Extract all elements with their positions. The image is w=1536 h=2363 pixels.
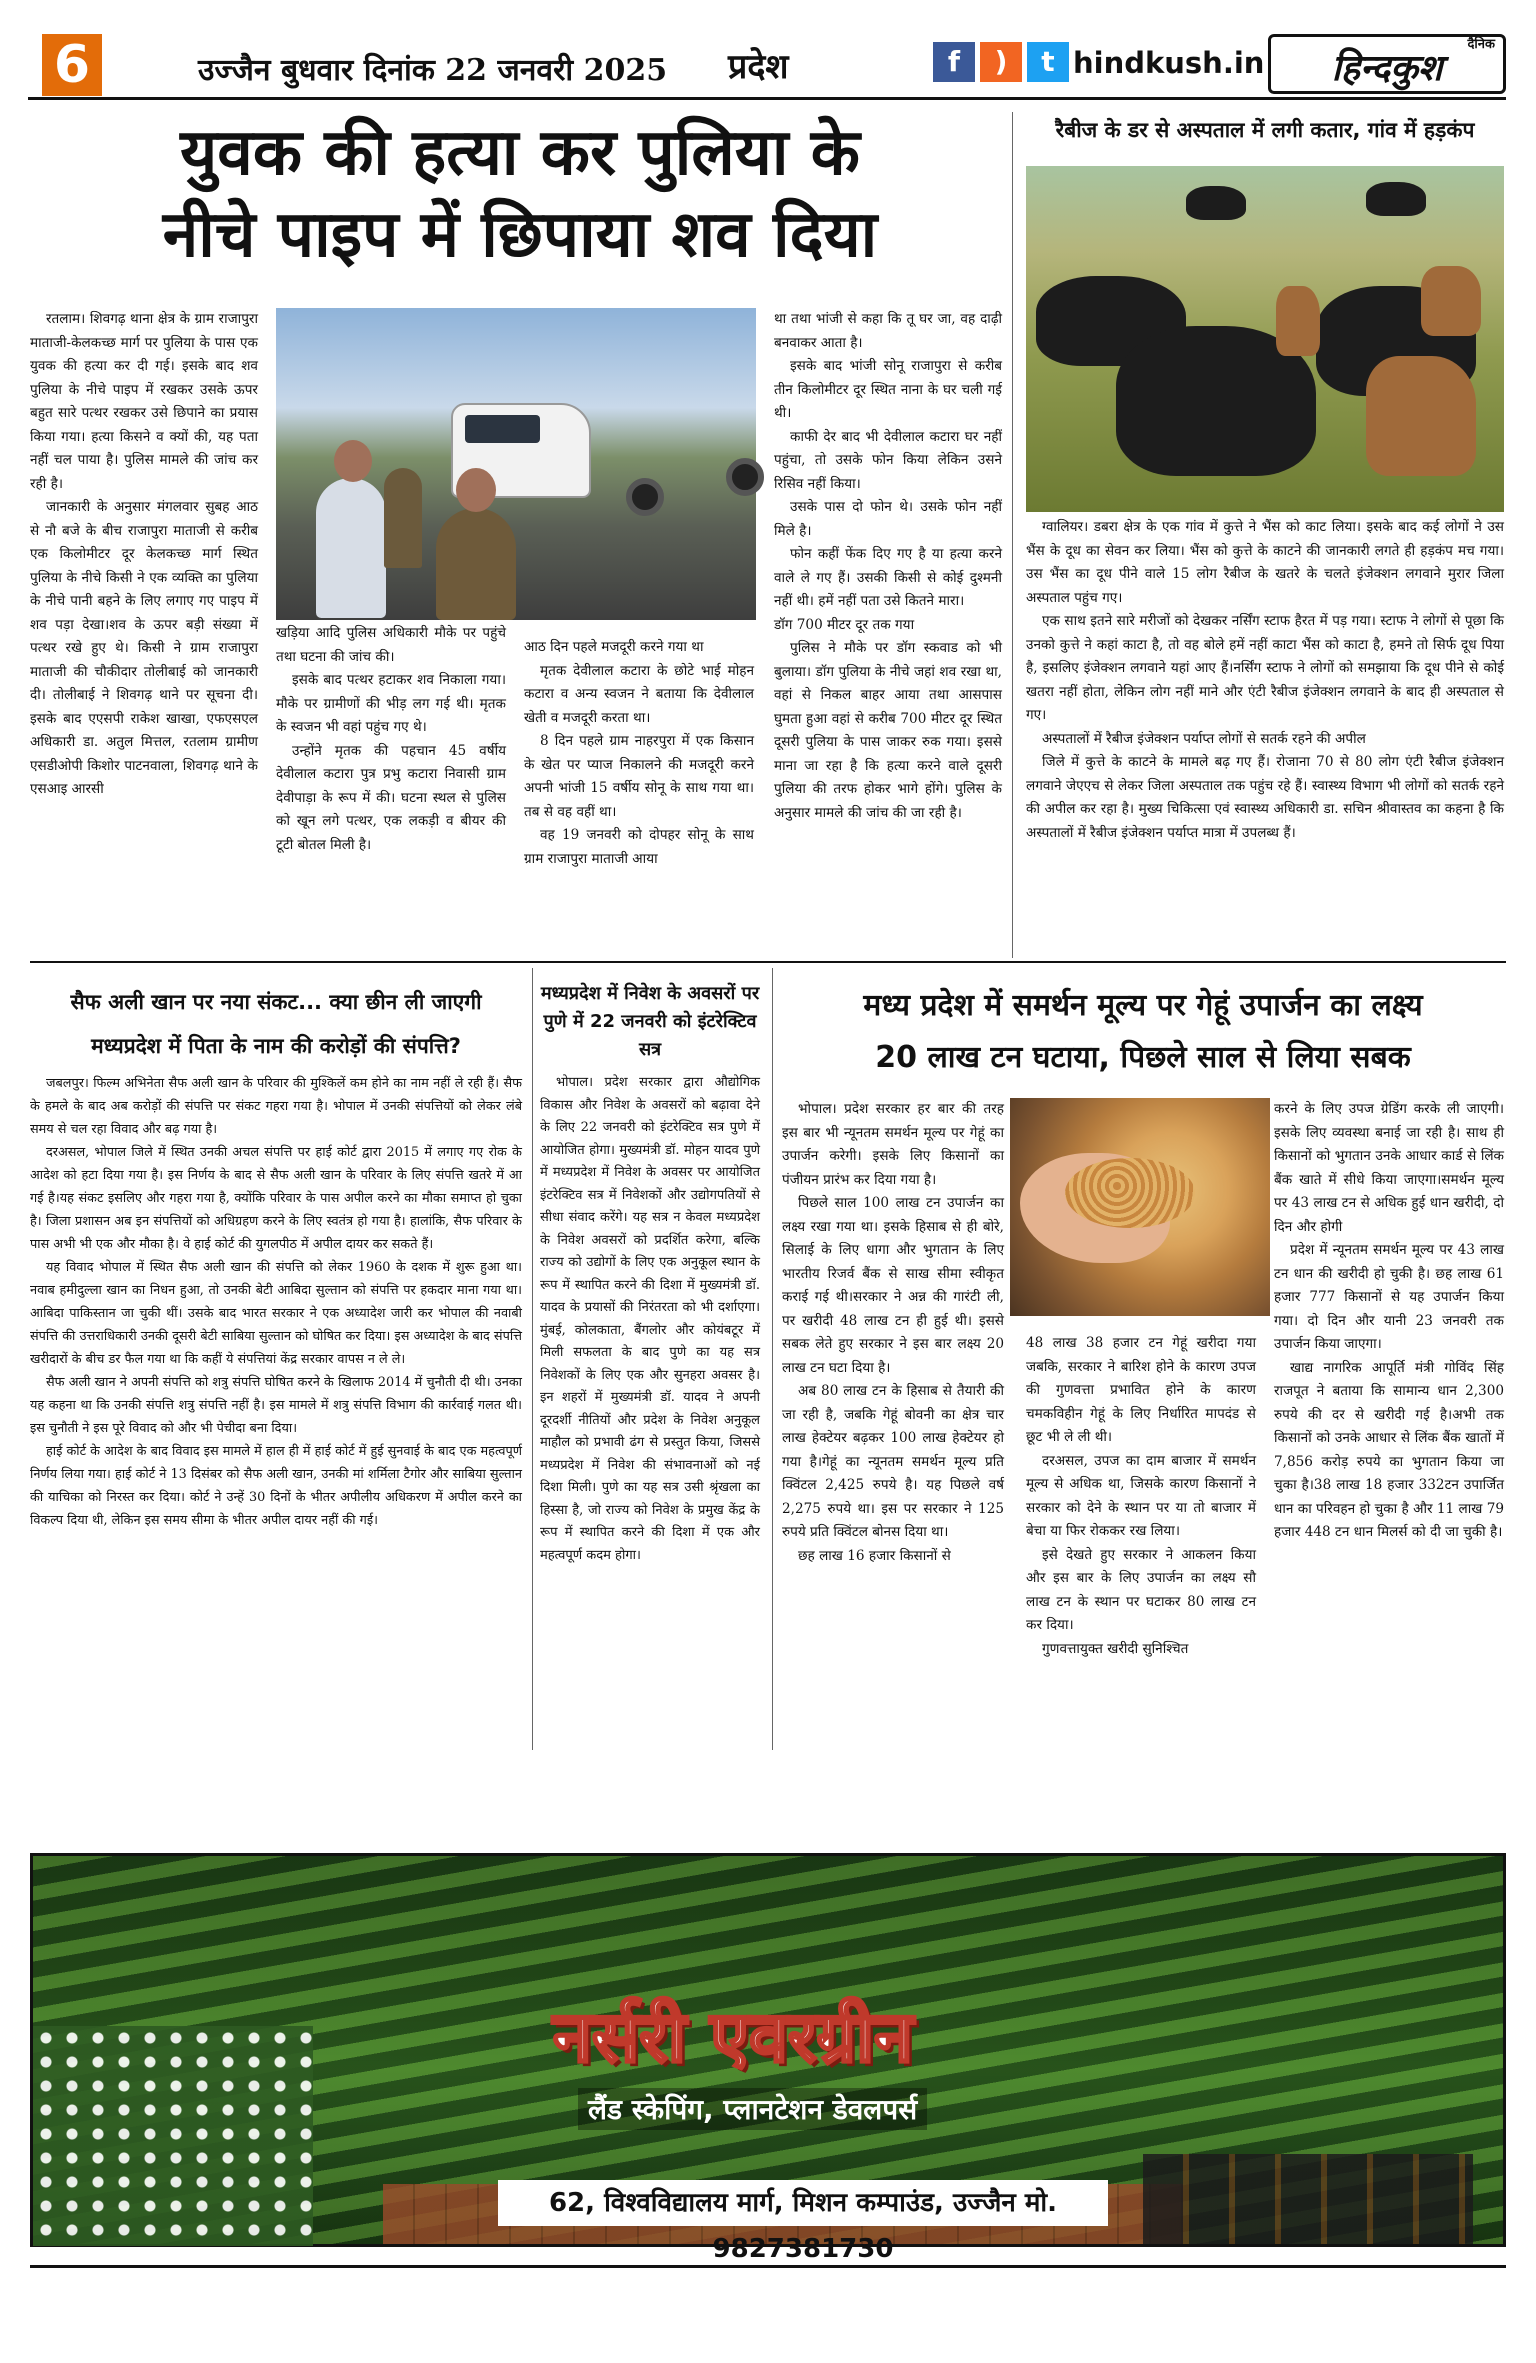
head-shape xyxy=(456,468,496,512)
invest-body xyxy=(540,1072,760,1748)
invest-headline: मध्यप्रदेश में निवेश के अवसरों पर पुणे में 22 जनवरी को इंटरेक्टिव सत्र xyxy=(540,983,760,1060)
subhead: गुणवत्तायुक्त खरीदी सुनिश्चित xyxy=(1042,1640,1189,1657)
paragraph: खड़िया आदि पुलिस अधिकारी मौके पर पहुंचे तथा घटना की जांच की। xyxy=(276,625,506,665)
wheat-col-2 xyxy=(1026,1332,1256,1748)
wheel-shape xyxy=(626,478,664,516)
rabies-body xyxy=(1026,516,1504,956)
head-shape xyxy=(334,440,372,482)
wheat-col-1 xyxy=(782,1098,1004,1748)
rabies-headline: रैबीज के डर से अस्पताल में लगी कतार, गांव में हड़कंप xyxy=(1055,118,1475,142)
flowering-plants xyxy=(33,2026,313,2246)
saif-body xyxy=(30,1072,522,1748)
dateline: उज्जैन बुधवार दिनांक 22 जनवरी 2025 xyxy=(198,53,668,88)
paragraph: खाद्य नागरिक आपूर्ति मंत्री गोविंद सिंह राजपूत ने बताया कि सामान्य धान 2,300 रुपये की दर से खरीदी गई है।अभी तक किसानों को उनके आधार से लिंक बैंक खातों में 7,856 करोड़ रुपये का भुगतान किया जा चुका है।38 लाख 18 हजार 332टन उपार्जित धान का परिवहन हो चुका है और 11 लाख 79 हजार 448 टन धान मिलर्स को दी जा चुकी है। xyxy=(1274,1359,1504,1540)
paragraph: जिले में कुत्ते के काटने के मामले बढ़ गए हैं। रोजाना 70 से 80 लोग एंटी रैबीज इंजेक्शन लगवाने जेएएच से लेकर जिला अस्पताल तक पहुंच रहे हैं। स्वास्थ्य विभाग भी लोगों को सतर्क रहने की अपील कर रहा है। मुख्य चिकित्सा एवं स्वास्थ्य अधिकारी डा. सचिन श्रीवास्तव का कहना है कि अस्पतालों में रैबीज इंजेक्शन पर्याप्त मात्रा में उपलब्ध हैं। xyxy=(1026,754,1504,841)
person-shape xyxy=(384,468,422,568)
paragraph: काफी देर बाद भी देवीलाल कटारा घर नहीं पहुंचा, तो उसके फोन किया लेकिन उसने रिसिव नहीं किया। xyxy=(774,428,1002,492)
paragraph: 48 लाख 38 हजार टन गेहूं खरीदा गया जबकि, सरकार ने बारिश होने के कारण उपज की गुणवत्ता प्रभावित होने के कारण चमकविहीन गेहूं के लिए निर्धारित मापदंड से छूट भी ले ली थी। xyxy=(1026,1335,1256,1445)
facebook-icon[interactable]: f xyxy=(933,42,975,82)
grain-shape xyxy=(1065,1158,1195,1228)
murder-col-1 xyxy=(30,308,258,956)
saif-headline-line2: मध्यप्रदेश में पिता के नाम की करोड़ों की संपत्ति? xyxy=(91,1034,461,1058)
person-shape xyxy=(436,508,516,620)
paragraph: इसके बाद पत्थर हटाकर शव निकाला गया। मौके पर ग्रामीणों की भीड़ लग गई थी। मृतक के स्वजन भी वहां पहुंच गए थे। xyxy=(276,672,506,735)
buffalo-shape xyxy=(1186,186,1246,220)
wheat-headline-line2: 20 लाख टन घटाया, पिछले साल से लिया सबक xyxy=(875,1040,1411,1075)
paragraph: दरअसल, भोपाल जिले में स्थित उनकी अचल संपत्ति पर हाई कोर्ट द्वारा 2015 में लगाए गए रोक के आदेश को हटा दिया गया है। इस निर्णय के बाद से सैफ अली खान के परिवार के लिए संपत्ति खतरे में आ गई है।यह संकट इसलिए और गहरा गया है, क्योंकि परिवार के पास अपील करने का मौका समाप्त हो चुका है। जिला प्रशासन अब इन संपत्तियों को अधिग्रहण करने के लिए स्वतंत्र हो गया है। हालांकि, सैफ परिवार के पास अभी भी एक और मौका है। वे हाई कोर्ट की युगलपीठ में अपील दायर कर सकते हैं। xyxy=(30,1145,522,1252)
paragraph: मृतक देवीलाल कटारा के छोटे भाई मोहन कटारा व अन्य स्वजन ने बताया कि देवीलाल खेती व मजदूरी करता था। xyxy=(524,662,754,726)
person-shape xyxy=(316,478,386,618)
murder-headline-line2: नीचे पाइप में छिपाया शव दिया xyxy=(162,198,878,272)
murder-col-3 xyxy=(524,636,754,956)
dog-shape xyxy=(1421,266,1481,336)
paragraph: ग्वालियर। डबरा क्षेत्र के एक गांव में कुत्ते ने भैंस को काट लिया। इसके बाद कई लोगों ने उस भैंस के दूध का सेवन कर लिया। भैंस को कुत्ते के काटने की जानकारी लगते ही हड़कंप मच गया। उस भैंस का दूध पीने वाले 15 लोग रैबीज के खतरे के चलते इंजेक्शन लगवाने मुरार जिला अस्पताल पहुंच गए। xyxy=(1026,519,1504,606)
paragraph: वह 19 जनवरी को दोपहर सोनू के साथ ग्राम राजापुरा माताजी आया xyxy=(524,827,754,867)
column-divider xyxy=(532,968,533,1750)
subhead: डॉग 700 मीटर दूर तक गया xyxy=(774,616,915,633)
murder-col-4 xyxy=(774,308,1002,956)
saif-headline-line1: सैफ अली खान पर नया संकट... क्या छीन ली जाएगी xyxy=(70,990,482,1014)
paragraph: एक साथ इतने सारे मरीजों को देखकर नर्सिंग स्टाफ हैरत में पड़ गया। स्टाफ ने लोगों से पूछा कि उनको कुत्ते ने कहां काटा है, तो वह बोले हमें नहीं काटा भैंस को काटा है, हमने तो सिर्फ दूध पिया है, इसलिए इंजेक्शन लगवाने यहां आए हैं।नर्सिंग स्टाफ ने लोगों को समझाया कि दूध पीने से कोई खतरा नहीं होता, लेकिन लोग नहीं माने और एंटी रैबीज इंजेक्शन लगवाने के बाद ही अस्पताल से गए। xyxy=(1026,613,1504,723)
logo-small-text: दैनिक xyxy=(1467,37,1495,52)
paragraph: इसे देखते हुए सरकार ने आकलन किया और इस बार के लिए उपार्जन का लक्ष्य सौ लाख टन के स्थान पर घटाकर 80 लाख टन कर दिया। xyxy=(1026,1546,1256,1633)
ad-title: नर्सरी एवरग्रीन xyxy=(553,1996,914,2078)
paragraph: 8 दिन पहले ग्राम नाहरपुरा में एक किसान के खेत पर प्याज निकालने की मजदूरी करने अपनी भांजी 15 वर्षीय सोनू के साथ गया था। तब से वह वहीं था। xyxy=(524,733,754,820)
paragraph: पिछले साल 100 लाख टन उपार्जन का लक्ष्य रखा गया था। इसके हिसाब से ही बोरे, सिलाई के लिए धागा और भुगतान के लिए भारतीय रिजर्व बैंक से साख सीमा स्वीकृत कराई गई थी।सरकार ने अन्न की गारंटी ली, पर खरीदी 48 लाख टन ही हुई थी। इससे सबक लेते हुए सरकार ने इस बार लक्ष्य 20 लाख टन घटा दिया है। xyxy=(782,1195,1004,1376)
page-bottom-rule xyxy=(30,2265,1506,2268)
police-scene-photo xyxy=(276,308,756,620)
paragraph: उसके पास दो फोन थे। उसके फोन नहीं मिले है। xyxy=(774,499,1002,539)
ad-address: 62, विश्वविद्यालय मार्ग, मिशन कम्पाउंड, उज्जैन मो. 9827381730 xyxy=(498,2180,1108,2226)
wheat-grain-photo xyxy=(1010,1098,1270,1316)
wheel-shape xyxy=(726,458,764,496)
buffalo-shape xyxy=(1366,182,1426,216)
dog-shape xyxy=(1366,356,1476,476)
twitter-icon[interactable]: t xyxy=(1027,42,1069,82)
subhead: अस्पतालों में रैबीज इंजेक्शन पर्याप्त लोगों से सतर्क रहने की अपील xyxy=(1042,730,1366,747)
saif-headline xyxy=(30,980,522,1068)
paragraph: छह लाख 16 हजार किसानों से xyxy=(798,1547,951,1564)
paragraph: जानकारी के अनुसार मंगलवार सुबह आठ से नौ बजे के बीच राजापुरा माताजी से करीब एक किलोमीटर दूर केलकच्छ मार्ग स्थित पुलिया के नीचे किसी ने एक व्यक्ति का पुलिया के नीचे पानी बहने के लिए लगाए गए पाइप में शव पड़ा देखा।शव के ऊपर बड़ी संख्या में पत्थर रखे हुए थे। किसी ने ग्राम राजापुरा माताजी की चौकीदार तोलीबाई को जानकारी दी। तोलीबाई ने शिवगढ़ थाने पर सूचना दी।इसके बाद एएसपी राकेश खाखा, एफएसएल अधिकारी डा. अतुल मित्तल, रतलाम ग्रामीण एसडीओपी किशोर पाटनवाला, शिवगढ़ थाने के एसआइ आरसी xyxy=(30,499,258,797)
paragraph: हाई कोर्ट के आदेश के बाद विवाद इस मामले में हाल ही में हाई कोर्ट में हुई सुनवाई के बाद एक महत्वपूर्ण निर्णय लिया गया। हाई कोर्ट ने 13 दिसंबर को सैफ अली खान, उनकी मां शर्मिला टैगोर और साबिया सुल्तान की याचिका को निरस्त कर दिया। कोर्ट ने उन्हें 30 दिनों के भीतर अपीलीय अधिकरण में अपील करने का विकल्प दिया थी, लेकिन इस समय सीमा के भीतर अपील दायर नहीं की गई। xyxy=(30,1444,522,1528)
murder-col-2 xyxy=(276,622,506,956)
nursery-advertisement[interactable] xyxy=(30,1853,1506,2264)
paragraph: उन्होंने मृतक की पहचान 45 वर्षीय देवीलाल कटारा पुत्र प्रभु कटारा निवासी ग्राम देवीपाड़ा के रूप में की। घटना स्थल से पुलिस को खून लगे पत्थर, एक लकड़ी व बीयर की टूटी बोतल मिली है। xyxy=(276,742,506,853)
wheat-col-3 xyxy=(1274,1098,1504,1748)
page-number: 6 xyxy=(42,34,102,96)
section-name: प्रदेश xyxy=(728,47,789,87)
rss-icon[interactable]: ) xyxy=(980,42,1022,82)
column-divider xyxy=(1012,112,1013,958)
paragraph: जबलपुर। फिल्म अभिनेता सैफ अली खान के परिवार की मुश्किलें कम होने का नाम नहीं ले रही हैं। सैफ के हमले के बाद अब करोड़ों की संपत्ति पर संकट गहरा गया है। भोपाल में उनकी संपत्तियों को लेकर लंबे समय से चल रहा विवाद और बढ़ गया है। xyxy=(30,1076,522,1137)
paragraph: पुलिस ने मौके पर डॉग स्कवाड को भी बुलाया। डॉग पुलिया के नीचे जहां शव रखा था, वहां से निकल बाहर आया तथा आसपास घुमता हुआ वहां से करीब 700 मीटर दूर स्थित दूसरी पुलिया के पास जाकर रुक गया। इससे माना जा रहा है कि हत्या करने वाले दूसरी पुलिया की तरफ होकर भागे होंगे। पुलिस के अनुसार मामले की जांच की जा रही है। xyxy=(774,640,1002,821)
paragraph: यह विवाद भोपाल में स्थित सैफ अली खान की संपत्ति को लेकर 1960 के दशक में शुरू हुआ था। नवाब हमीदुल्ला खान का निधन हुआ, तो उनकी बेटी आबिदा सुल्तान को संपत्ति पर हकदार माना गया था। आबिदा पाकिस्तान जा चुकी थीं। उसके बाद भारत सरकार ने एक अध्यादेश जारी कर भोपाल की नवाबी संपत्ति की उत्तराधिकारी उनकी दूसरी बेटी साबिया सुल्तान को घोषित कर दिया। इस अध्यादेश के बाद संपत्ति खरीदारों के बीच डर फैल गया था कि कहीं ये संपत्तियां केंद्र सरकार वापस न ले ले। xyxy=(30,1260,522,1367)
murder-headline-line1: युवक की हत्या कर पुलिया के xyxy=(180,116,860,190)
logo-text: हिन्दकुश xyxy=(1331,48,1443,89)
ad-subtitle: लैंड स्केपिंग, प्लानटेशन डेवलपर्स xyxy=(578,2088,927,2130)
paragraph: भोपाल। प्रदेश सरकार हर बार की तरह इस बार भी न्यूनतम समर्थन मूल्य पर गेहूं का उपार्जन करेगी। इसके लिए किसानों का पंजीयन प्रारंभ कर दिया गया है। xyxy=(782,1101,1004,1188)
section-divider xyxy=(30,961,1506,963)
wheat-headline xyxy=(780,980,1506,1084)
buffalo-dog-photo xyxy=(1026,166,1504,512)
paragraph: था तथा भांजी से कहा कि तू घर जा, वह दाढ़ी बनवाकर आता है। xyxy=(774,311,1002,351)
paragraph: प्रदेश में न्यूनतम समर्थन मूल्य पर 43 लाख टन धान की खरीदी हो चुकी है। छह लाख 61 हजार 777 किसानों से यह उपार्जन किया गया। दो दिन और यानी 23 जनवरी तक उपार्जन किया जाएगा। xyxy=(1274,1242,1504,1352)
paragraph: रतलाम। शिवगढ़ थाना क्षेत्र के ग्राम राजापुरा माताजी-केलकच्छ मार्ग पर पुलिया के पास एक युवक की हत्या कर दी गई। इसके बाद शव पुलिया के नीचे पाइप में रखकर उसके ऊपर बहुत सारे पत्थर रखकर उसे छिपाने का प्रयास किया गया। हत्या किसने व क्यों की, यह पता नहीं चल पाया है। पुलिस मामले की जांच कर रही है। xyxy=(30,311,258,492)
murder-headline xyxy=(30,112,1010,276)
potted-plants xyxy=(1143,2154,1473,2244)
paragraph: दरअसल, उपज का दाम बाजार में समर्थन मूल्य से अधिक था, जिसके कारण किसानों ने सरकार को देने के स्थान पर या तो बाजार में बेचा या फिर रोककर रख लिया। xyxy=(1026,1452,1256,1539)
column-divider xyxy=(772,968,773,1750)
paragraph: फोन कहीं फेंक दिए गए है या हत्या करने वाले ले गए हैं। उसकी किसी से कोई दुश्मनी नहीं थी। हमें नहीं पता उसे कितने मारा। xyxy=(774,546,1002,609)
paragraph: भोपाल। प्रदेश सरकार द्वारा औद्योगिक विकास और निवेश के अवसरों को बढ़ावा देने के लिए 22 जनवरी को इंटरेक्टिव सत्र पुणे में आयोजित होगा। मुख्यमंत्री डॉ. मोहन यादव पुणे में मध्यप्रदेश में निवेश के अवसर पर आयोजित इंटरेक्टिव सत्र में निवेशकों और उद्योगपतियों से सीधा संवाद करेंगे। यह सत्र न केवल मध्यप्रदेश के निवेश अवसरों को प्रदर्शित करेगा, बल्कि राज्य को उद्योगों के लिए एक अनुकूल स्थान के रूप में स्थापित करने की दिशा में मुख्यमंत्री डॉ. यादव के प्रयासों की निरंतरता को भी दर्शाएगा। मुंबई, कोलकाता, बैंगलोर और कोयंबटूर में मिली सफलता के बाद पुणे का यह सत्र निवेशकों के लिए एक और सुनहरा अवसर है। इन शहरों में मुख्यमंत्री डॉ. यादव ने अपनी दूरदर्शी नीतियों और प्रदेश के निवेश अनुकूल माहौल को प्रभावी ढंग से प्रस्तुत किया, जिससे मध्यप्रदेश में निवेश की संभावनाओं को नई दिशा मिली। पुणे का यह सत्र उसी श्रृंखला का हिस्सा है, जो राज्य को निवेश के प्रमुख केंद्र के रूप में स्थापित करने की दिशा में एक और महत्वपूर्ण कदम होगा। xyxy=(540,1075,760,1563)
site-url[interactable]: hindkush.in xyxy=(1073,46,1265,80)
masthead xyxy=(28,28,1506,100)
newspaper-logo xyxy=(1268,34,1506,94)
dog-shape xyxy=(1276,286,1320,356)
paragraph: इसके बाद भांजी सोनू राजापुरा से करीब तीन किलोमीटर दूर स्थित नाना के घर चली गई थी। xyxy=(774,358,1002,421)
wheat-headline-line1: मध्य प्रदेश में समर्थन मूल्य पर गेहूं उपार्जन का लक्ष्य xyxy=(863,988,1423,1023)
social-links xyxy=(933,42,1069,82)
subhead: आठ दिन पहले मजदूरी करने गया था xyxy=(524,639,704,655)
paragraph: सैफ अली खान ने अपनी संपत्ति को शत्रु संपत्ति घोषित करने के खिलाफ 2014 में चुनौती दी थी। उनका यह कहना था कि उनकी संपत्ति शत्रु संपत्ति नहीं है। इस मामले में शत्रु संपत्ति विभाग की कार्रवाई गलत थी। इस चुनौती ने इस पूरे विवाद को और भी पेचीदा बना दिया। xyxy=(30,1375,522,1436)
paragraph: करने के लिए उपज ग्रेडिंग करके ली जाएगी। इसके लिए व्यवस्था बनाई जा रही है। साथ ही किसानों को भुगतान उनके आधार कार्ड से लिंक बैंक खाते में सीधे किया जाएगा।समर्थन मूल्य पर 43 लाख टन से अधिक हुई धान खरीदी, दो दिन और होगी xyxy=(1274,1101,1504,1235)
paragraph: अब 80 लाख टन के हिसाब से तैयारी की जा रही है, जबकि गेहूं बोवनी का क्षेत्र चार लाख हेक्टेयर बढ़कर 100 लाख हेक्टेयर हो गया है।गेहूं का न्यूनतम समर्थन मूल्य प्रति क्विंटल 2,425 रुपये है। यह पिछले वर्ष 2,275 रुपये था। इस पर सरकार ने 125 रुपये प्रति क्विंटल बोनस दिया था। xyxy=(782,1383,1004,1540)
